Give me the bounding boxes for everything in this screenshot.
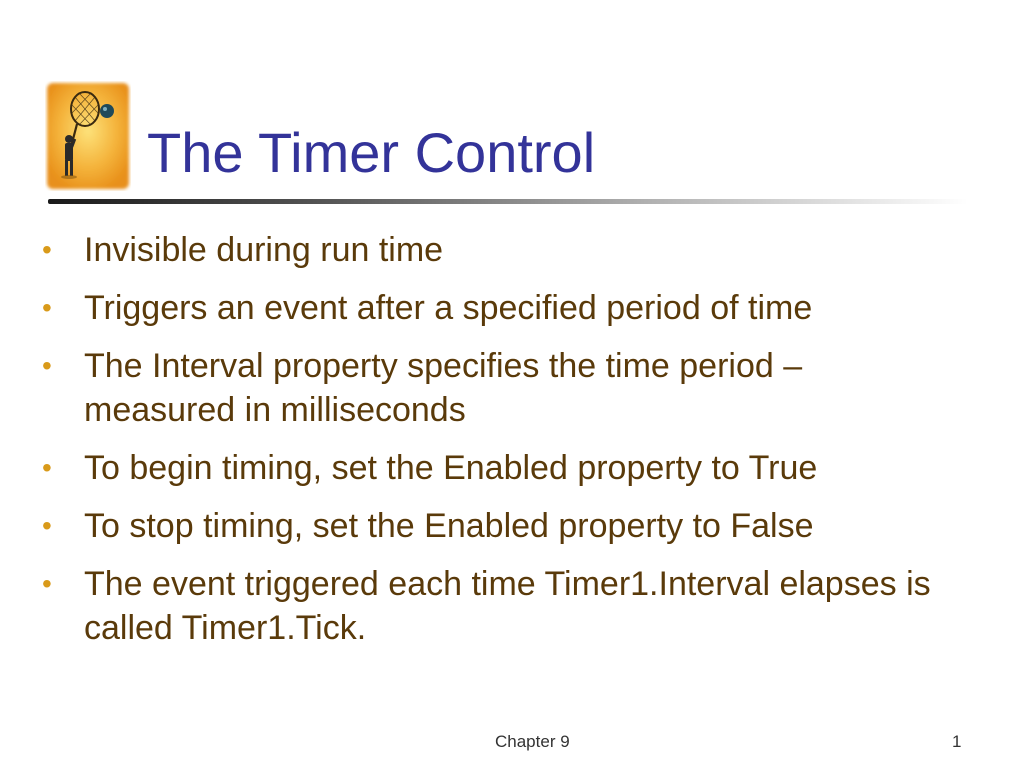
bullet-text: Invisible during run time — [84, 231, 444, 269]
figure-with-net-icon — [45, 81, 131, 191]
bullet-dot-icon: • — [42, 452, 52, 483]
footer-chapter: Chapter 9 — [495, 732, 570, 751]
bullet-dot-icon: • — [42, 350, 52, 381]
bullet-text: The event triggered each time Timer1.Interval elapses is called Timer1.Tick. — [84, 565, 931, 647]
bullet-text: To stop timing, set the Enabled property to False — [84, 507, 814, 545]
bullet-text: The Interval property specifies the time period – measured in milliseconds — [84, 347, 803, 429]
bullet-dot-icon: • — [42, 292, 52, 323]
list-item — [40, 344, 960, 432]
bullet-text: Triggers an event after a specified period of time — [84, 289, 813, 327]
slide-title: The Timer Control — [147, 121, 596, 184]
list-item — [40, 562, 960, 650]
title-divider — [48, 199, 968, 204]
bullet-list — [40, 228, 960, 664]
bullet-dot-icon: • — [42, 568, 52, 599]
list-item — [40, 228, 960, 272]
list-item — [40, 286, 960, 330]
bullet-text: To begin timing, set the Enabled property to True — [84, 449, 818, 487]
bullet-dot-icon: • — [42, 234, 52, 265]
bullet-dot-icon: • — [42, 510, 52, 541]
page-number: 1 — [952, 732, 962, 751]
list-item — [40, 504, 960, 548]
list-item — [40, 446, 960, 490]
